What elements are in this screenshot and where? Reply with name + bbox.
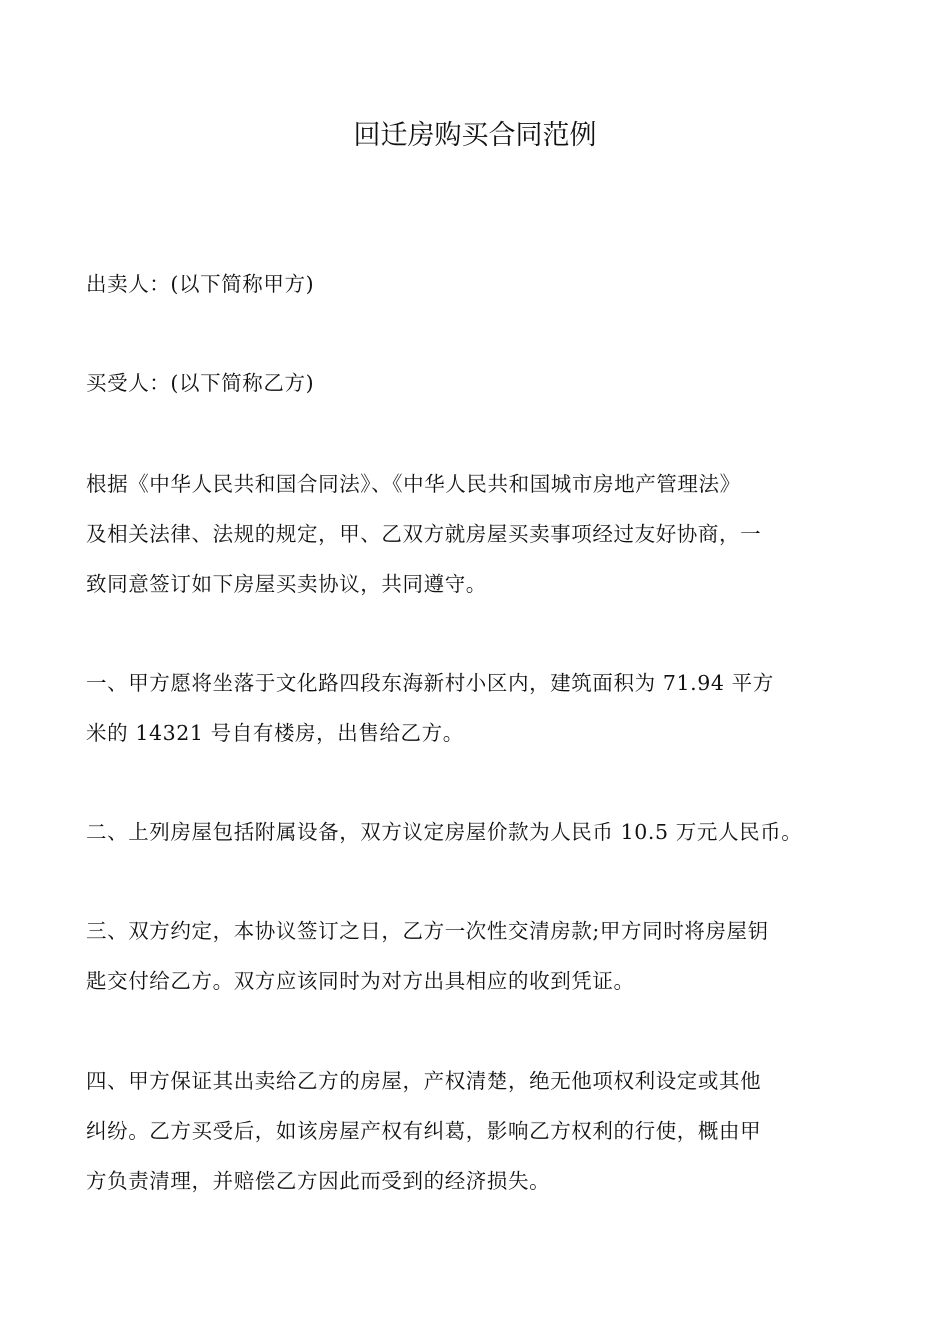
paragraph-line: 买受人：(以下简称乙方) [86, 371, 315, 395]
paragraph-line: 米的 14321 号自有楼房，出售给乙方。 [86, 721, 464, 745]
clause-2-paragraph [86, 807, 876, 857]
buyer-line [86, 358, 876, 408]
clause-4-paragraph [86, 1056, 876, 1206]
document-title: 回迁房购买合同范例 [353, 120, 597, 151]
paragraph-line: 四、甲方保证其出卖给乙方的房屋，产权清楚，绝无他项权利设定或其他 [86, 1069, 762, 1093]
preamble-paragraph [86, 459, 876, 609]
paragraph-line: 方负责清理，并赔偿乙方因此而受到的经济损失。 [86, 1169, 551, 1193]
clause-1-paragraph [86, 658, 876, 758]
paragraph-line: 及相关法律、法规的规定，甲、乙双方就房屋买卖事项经过友好协商，一 [86, 522, 762, 546]
paragraph-line: 致同意签订如下房屋买卖协议，共同遵守。 [86, 572, 487, 596]
paragraph-line: 出卖人：(以下简称甲方) [86, 272, 315, 296]
clause-3-paragraph [86, 906, 876, 1006]
seller-line [86, 259, 876, 309]
paragraph-line: 纠纷。乙方买受后，如该房屋产权有纠葛，影响乙方权利的行使，概由甲 [86, 1119, 762, 1143]
paragraph-line: 一、甲方愿将坐落于文化路四段东海新村小区内，建筑面积为 71.94 平方 [86, 671, 774, 695]
paragraph-line: 二、上列房屋包括附属设备，双方议定房屋价款为人民币 10.5 万元人民币。 [86, 820, 803, 844]
paragraph-line: 三、双方约定，本协议签订之日，乙方一次性交清房款;甲方同时将房屋钥 [86, 919, 769, 943]
paragraph-line: 匙交付给乙方。双方应该同时为对方出具相应的收到凭证。 [86, 969, 635, 993]
paragraph-line: 根据《中华人民共和国合同法》、《中华人民共和国城市房地产管理法》 [86, 472, 741, 496]
